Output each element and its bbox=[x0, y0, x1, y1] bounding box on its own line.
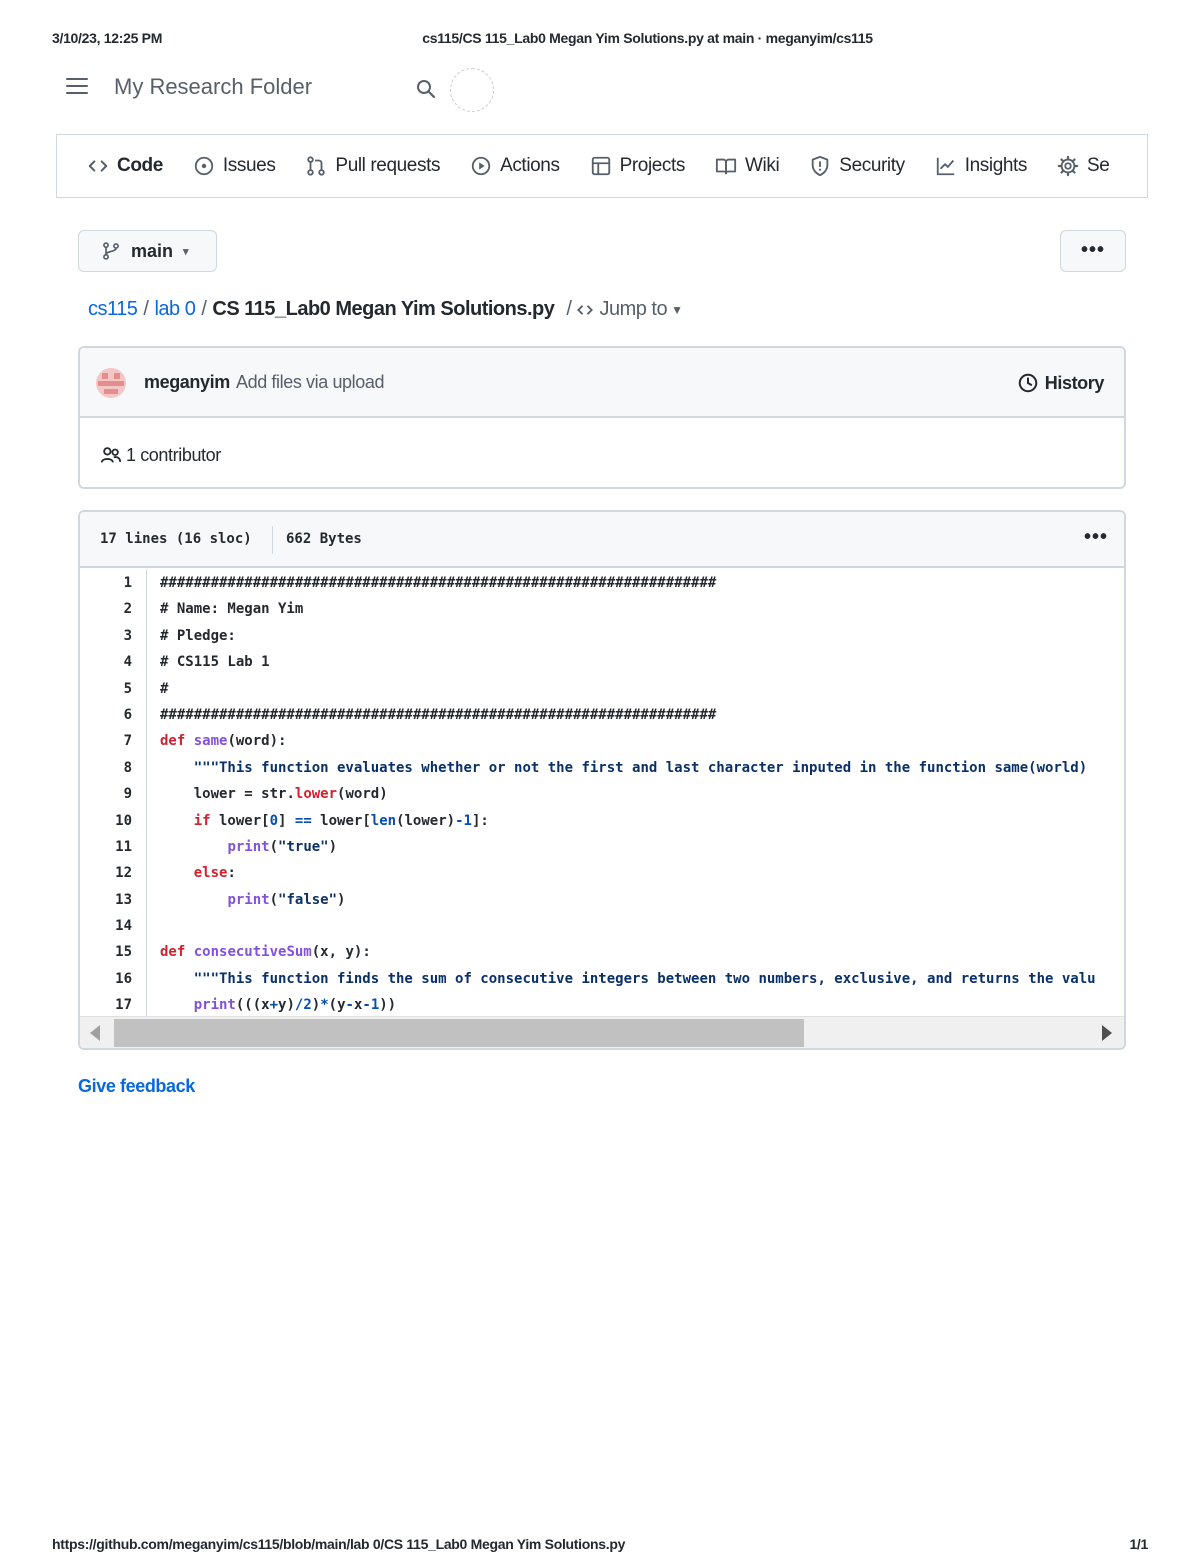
divider bbox=[272, 526, 273, 554]
line-number[interactable]: 7 bbox=[123, 733, 132, 750]
file-header bbox=[80, 512, 1124, 568]
repo-nav bbox=[56, 134, 1148, 198]
line-source: else: bbox=[193, 865, 236, 882]
tab-projects[interactable] bbox=[590, 155, 685, 177]
line-count: 17 lines (16 sloc) bbox=[100, 531, 252, 547]
file-size: 662 Bytes bbox=[286, 531, 362, 547]
issue-icon bbox=[193, 155, 215, 177]
jump-to-button[interactable] bbox=[566, 298, 682, 321]
tab-wiki[interactable] bbox=[715, 155, 779, 177]
code-line bbox=[80, 728, 1124, 754]
code-body bbox=[80, 570, 1124, 1020]
tab-insights-label: Insights bbox=[964, 155, 1028, 176]
line-source: def consecutiveSum(x, y): bbox=[160, 944, 371, 961]
branch-icon bbox=[101, 241, 121, 261]
line-source: lower = str.lower(word) bbox=[193, 786, 388, 803]
pull-request-icon bbox=[305, 155, 327, 177]
code-line bbox=[80, 860, 1124, 886]
line-source: # Pledge: bbox=[160, 627, 236, 644]
tab-settings-label: Se bbox=[1087, 155, 1110, 176]
gear-icon bbox=[1057, 155, 1079, 177]
line-number[interactable]: 2 bbox=[123, 601, 132, 618]
avatar[interactable] bbox=[96, 368, 126, 398]
code-line bbox=[80, 596, 1124, 622]
tab-issues[interactable] bbox=[193, 155, 276, 177]
breadcrumb-folder-link[interactable]: lab 0 bbox=[154, 298, 196, 320]
hamburger-icon[interactable] bbox=[66, 78, 88, 96]
line-number[interactable]: 3 bbox=[123, 627, 132, 644]
tab-actions[interactable] bbox=[470, 155, 560, 177]
folder-title: My Research Folder bbox=[114, 74, 313, 99]
tab-projects-label: Projects bbox=[619, 155, 686, 176]
line-number[interactable]: 5 bbox=[123, 680, 132, 697]
line-source: if lower[0] == lower[len(lower)-1]: bbox=[193, 812, 489, 829]
code-icon bbox=[575, 300, 595, 320]
code-line bbox=[80, 623, 1124, 649]
line-number[interactable]: 8 bbox=[123, 759, 132, 776]
line-source: ################################################################## bbox=[160, 575, 717, 591]
breadcrumb-separator: / bbox=[566, 298, 572, 320]
print-page-number: 1/1 bbox=[1129, 1536, 1148, 1552]
code-line bbox=[80, 808, 1124, 834]
line-number[interactable]: 10 bbox=[115, 812, 132, 829]
line-source: # bbox=[160, 680, 169, 697]
print-title: cs115/CS 115_Lab0 Megan Yim Solutions.py at main · meganyim/cs115 bbox=[422, 30, 873, 46]
line-number[interactable]: 6 bbox=[123, 706, 132, 723]
breadcrumb-repo-link[interactable]: cs115 bbox=[88, 298, 138, 320]
history-label: History bbox=[1044, 372, 1104, 393]
line-source: print(((x+y)/2)*(y-x-1)) bbox=[193, 997, 397, 1014]
contributors[interactable] bbox=[100, 444, 221, 466]
give-feedback-link[interactable]: Give feedback bbox=[78, 1076, 195, 1096]
code-line bbox=[80, 649, 1124, 675]
line-number[interactable]: 9 bbox=[123, 786, 132, 803]
tab-pull-requests-label: Pull requests bbox=[335, 155, 441, 176]
tab-pull-requests[interactable] bbox=[305, 155, 440, 177]
breadcrumb-separator: / bbox=[143, 298, 149, 320]
chevron-down-icon: ▾ bbox=[183, 245, 189, 258]
code-icon bbox=[87, 155, 109, 177]
print-header bbox=[52, 30, 1148, 48]
file-viewer bbox=[78, 510, 1126, 1050]
print-date: 3/10/23, 12:25 PM bbox=[52, 30, 163, 46]
line-source: # CS115 Lab 1 bbox=[160, 654, 270, 671]
tab-security-label: Security bbox=[839, 155, 905, 176]
breadcrumb-file: CS 115_Lab0 Megan Yim Solutions.py bbox=[212, 298, 555, 320]
caret-down-icon: ▼ bbox=[671, 302, 683, 317]
code-line bbox=[80, 570, 1124, 596]
code-line bbox=[80, 755, 1124, 781]
line-number[interactable]: 15 bbox=[115, 944, 132, 961]
line-number[interactable]: 1 bbox=[123, 575, 132, 591]
line-number[interactable]: 16 bbox=[115, 970, 132, 987]
print-footer bbox=[52, 1536, 1148, 1553]
play-icon bbox=[470, 155, 492, 177]
tab-code-label: Code bbox=[117, 155, 163, 176]
scroll-right-arrow-icon[interactable] bbox=[1102, 1025, 1112, 1041]
line-number[interactable]: 12 bbox=[115, 865, 132, 882]
line-number[interactable]: 17 bbox=[115, 997, 132, 1014]
code-line bbox=[80, 887, 1124, 913]
breadcrumb-separator: / bbox=[201, 298, 207, 320]
branch-name: main bbox=[131, 240, 174, 261]
jump-to-label: Jump to bbox=[599, 298, 668, 320]
history-button[interactable] bbox=[1017, 372, 1104, 394]
top-bar bbox=[66, 66, 526, 112]
breadcrumb bbox=[88, 298, 683, 321]
code-line bbox=[80, 966, 1124, 992]
commit-box bbox=[78, 346, 1126, 489]
shield-icon bbox=[809, 155, 831, 177]
history-icon bbox=[1017, 372, 1039, 394]
line-source: """This function evaluates whether or not the first and last character inputed in the function same(world) bbox=[193, 759, 1088, 776]
commit-message[interactable]: Add files via upload bbox=[236, 372, 385, 392]
code-line bbox=[80, 992, 1124, 1018]
code-line bbox=[80, 676, 1124, 702]
scroll-left-arrow-icon[interactable] bbox=[90, 1025, 100, 1041]
line-source: ################################################################## bbox=[160, 706, 717, 723]
line-source: print("false") bbox=[227, 891, 346, 908]
line-source: print("true") bbox=[227, 838, 338, 855]
line-number[interactable]: 13 bbox=[115, 891, 132, 908]
latest-commit bbox=[80, 348, 1124, 418]
tab-wiki-label: Wiki bbox=[745, 155, 780, 176]
tab-actions-label: Actions bbox=[500, 155, 560, 176]
graph-icon bbox=[935, 155, 957, 177]
commit-author[interactable]: meganyim bbox=[144, 372, 230, 392]
tab-settings[interactable] bbox=[1057, 155, 1109, 177]
line-number[interactable]: 11 bbox=[115, 838, 132, 855]
code-line bbox=[80, 702, 1124, 728]
branch-selector[interactable] bbox=[78, 230, 217, 272]
search-icon[interactable] bbox=[414, 77, 438, 101]
code-line bbox=[80, 939, 1124, 965]
line-source: """This function finds the sum of consecutive integers between two numbers, exclusive, and returns the valu bbox=[193, 970, 1096, 987]
people-icon bbox=[100, 444, 122, 466]
code-line bbox=[80, 913, 1124, 939]
horizontal-scrollbar[interactable] bbox=[80, 1016, 1124, 1048]
line-source: def same(word): bbox=[160, 733, 287, 750]
table-icon bbox=[590, 155, 612, 177]
tab-issues-label: Issues bbox=[222, 155, 276, 176]
more-options-button[interactable]: ••• bbox=[1060, 230, 1126, 272]
line-source: # Name: Megan Yim bbox=[160, 601, 304, 618]
book-icon bbox=[715, 155, 737, 177]
code-line bbox=[80, 781, 1124, 807]
line-number[interactable]: 4 bbox=[123, 654, 132, 671]
line-number[interactable]: 14 bbox=[115, 918, 132, 935]
file-options-button[interactable]: ••• bbox=[1083, 526, 1108, 548]
loading-spinner bbox=[450, 68, 494, 112]
scroll-thumb[interactable] bbox=[114, 1019, 804, 1047]
tab-code[interactable] bbox=[87, 155, 163, 177]
tab-security[interactable] bbox=[809, 155, 904, 177]
print-url: https://github.com/meganyim/cs115/blob/main/lab 0/CS 115_Lab0 Megan Yim Solutions.py bbox=[52, 1536, 626, 1552]
contributors-label: 1 contributor bbox=[126, 444, 221, 465]
code-line bbox=[80, 834, 1124, 860]
tab-insights[interactable] bbox=[935, 155, 1027, 177]
